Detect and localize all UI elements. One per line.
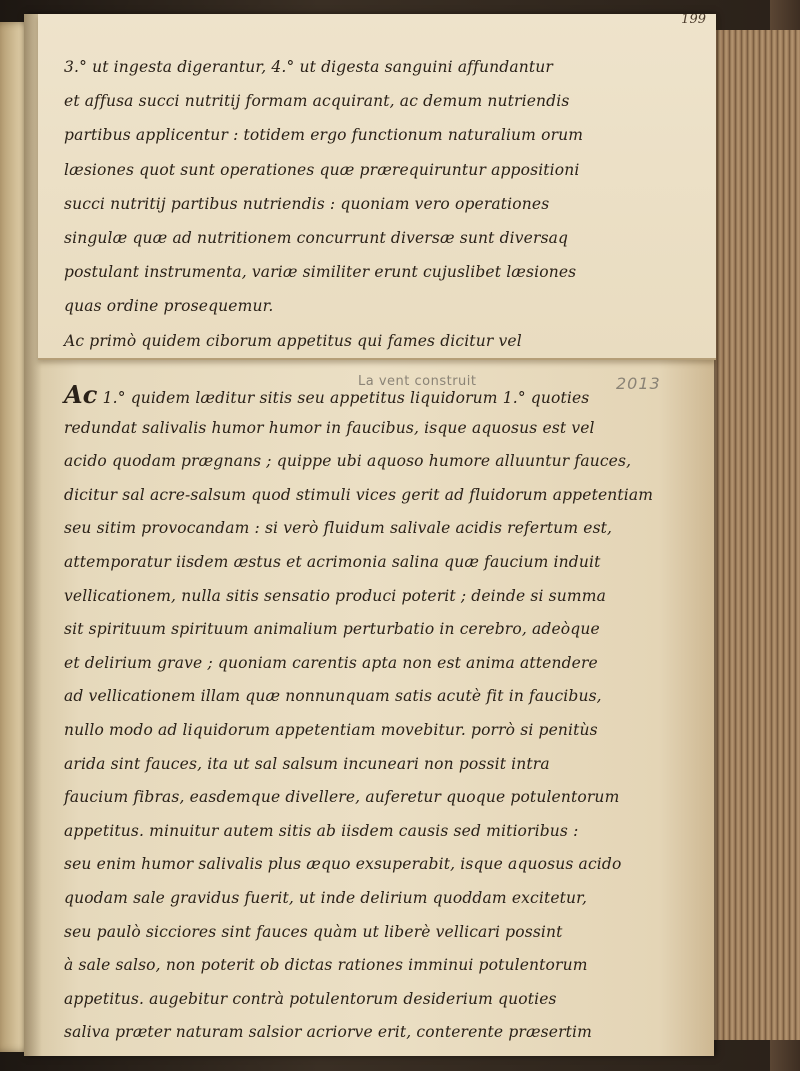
main-text: [64, 378, 704, 1056]
page-number: 199: [681, 14, 706, 27]
text-line: faucium fibras, easdemque divellere, auferetur quoque potulentorum: [64, 788, 620, 807]
text-line: ad vellicationem illam quæ nonnunquam satis acutè fit in faucibus,: [64, 687, 602, 706]
slip-edge: [38, 358, 716, 360]
text-line: appetitus. augebitur contrà potulentorum desiderium quoties: [64, 989, 557, 1008]
pasted-slip: [38, 14, 716, 360]
text-line: acido quodam prægnans ; quippe ubi aquoso humore alluuntur fauces,: [64, 452, 632, 471]
text-line: seu paulò sicciores sint fauces quàm ut liberè vellicari possint: [64, 922, 563, 941]
page-stack-edge: [706, 30, 800, 1040]
initial-letter: Ac: [64, 380, 98, 409]
text-line: postulant instrumenta, variæ similiter erunt cujuslibet læsiones: [64, 263, 577, 282]
text-line: seu enim humor salivalis plus æquo exsuperabit, isque aquosus acido: [64, 855, 622, 874]
slip-text: [64, 50, 704, 360]
pencil-folio-number: 2013: [616, 374, 661, 393]
text-line: sit spirituum spirituum animalium perturbatio in cerebro, adeòque: [64, 620, 600, 639]
text-line: quodam sale gravidus fuerit, ut inde delirium quoddam excitetur,: [64, 888, 588, 907]
manuscript-page: [24, 14, 714, 1056]
text-line: attemporatur iisdem æstus et acrimonia salina quæ faucium induit: [64, 552, 601, 571]
text-line: [64, 1050, 704, 1056]
text-line: partibus applicentur : totidem ergo functionum naturalium orum: [64, 126, 584, 145]
text-line: saliva præter naturam salsior acriorve erit, conterente præsertim: [64, 1023, 592, 1042]
text-line: læsiones quot sunt operationes quæ prærequiruntur appositioni: [64, 160, 580, 179]
text-line: Ac primò quidem ciborum appetitus qui fames dicitur vel: [64, 331, 522, 350]
text-line: singulæ quæ ad nutritionem concurrunt diversæ sunt diversaq: [64, 228, 569, 247]
text-line: appetitus. minuitur autem sitis ab iisdem causis sed mitioribus :: [64, 821, 579, 840]
text-line: vellicationem, nulla sitis sensatio produci poterit ; deinde si summa: [64, 586, 607, 605]
text-line: succi nutritij partibus nutriendis : quoniam vero operationes: [64, 194, 550, 213]
text-line: seu sitim provocandam : si verò fluidum salivale acidis refertum est,: [64, 519, 613, 538]
text-line: et delirium grave ; quoniam carentis apta non est anima attendere: [64, 653, 598, 672]
text-line: quas ordine prosequemur.: [64, 297, 274, 316]
text-line: et affusa succi nutritij formam acquirant, ac demum nutriendis: [64, 92, 570, 111]
text-line: Ac 1.° quidem læditur sitis seu appetitus liquidorum 1.° quoties: [64, 380, 590, 409]
text-line: à sale salso, non poterit ob dictas rationes imminui potulentorum: [64, 956, 588, 975]
pencil-annotation: La vent construit: [358, 374, 477, 389]
main-sheet: [38, 360, 716, 1056]
text-line: redundat salivalis humor humor in faucibus, isque aquosus est vel: [64, 418, 595, 437]
text-line: arida sint fauces, ita ut sal salsum incuneari non possit intra: [64, 754, 550, 773]
text-line: 3.° ut ingesta digerantur, 4.° ut digesta sanguini affundantur: [64, 58, 553, 76]
text-line: dicitur sal acre-salsum quod stimuli vices gerit ad fluidorum appetentiam: [64, 485, 654, 504]
text-line: nullo modo ad liquidorum appetentiam movebitur. porrò si penitùs: [64, 720, 598, 739]
